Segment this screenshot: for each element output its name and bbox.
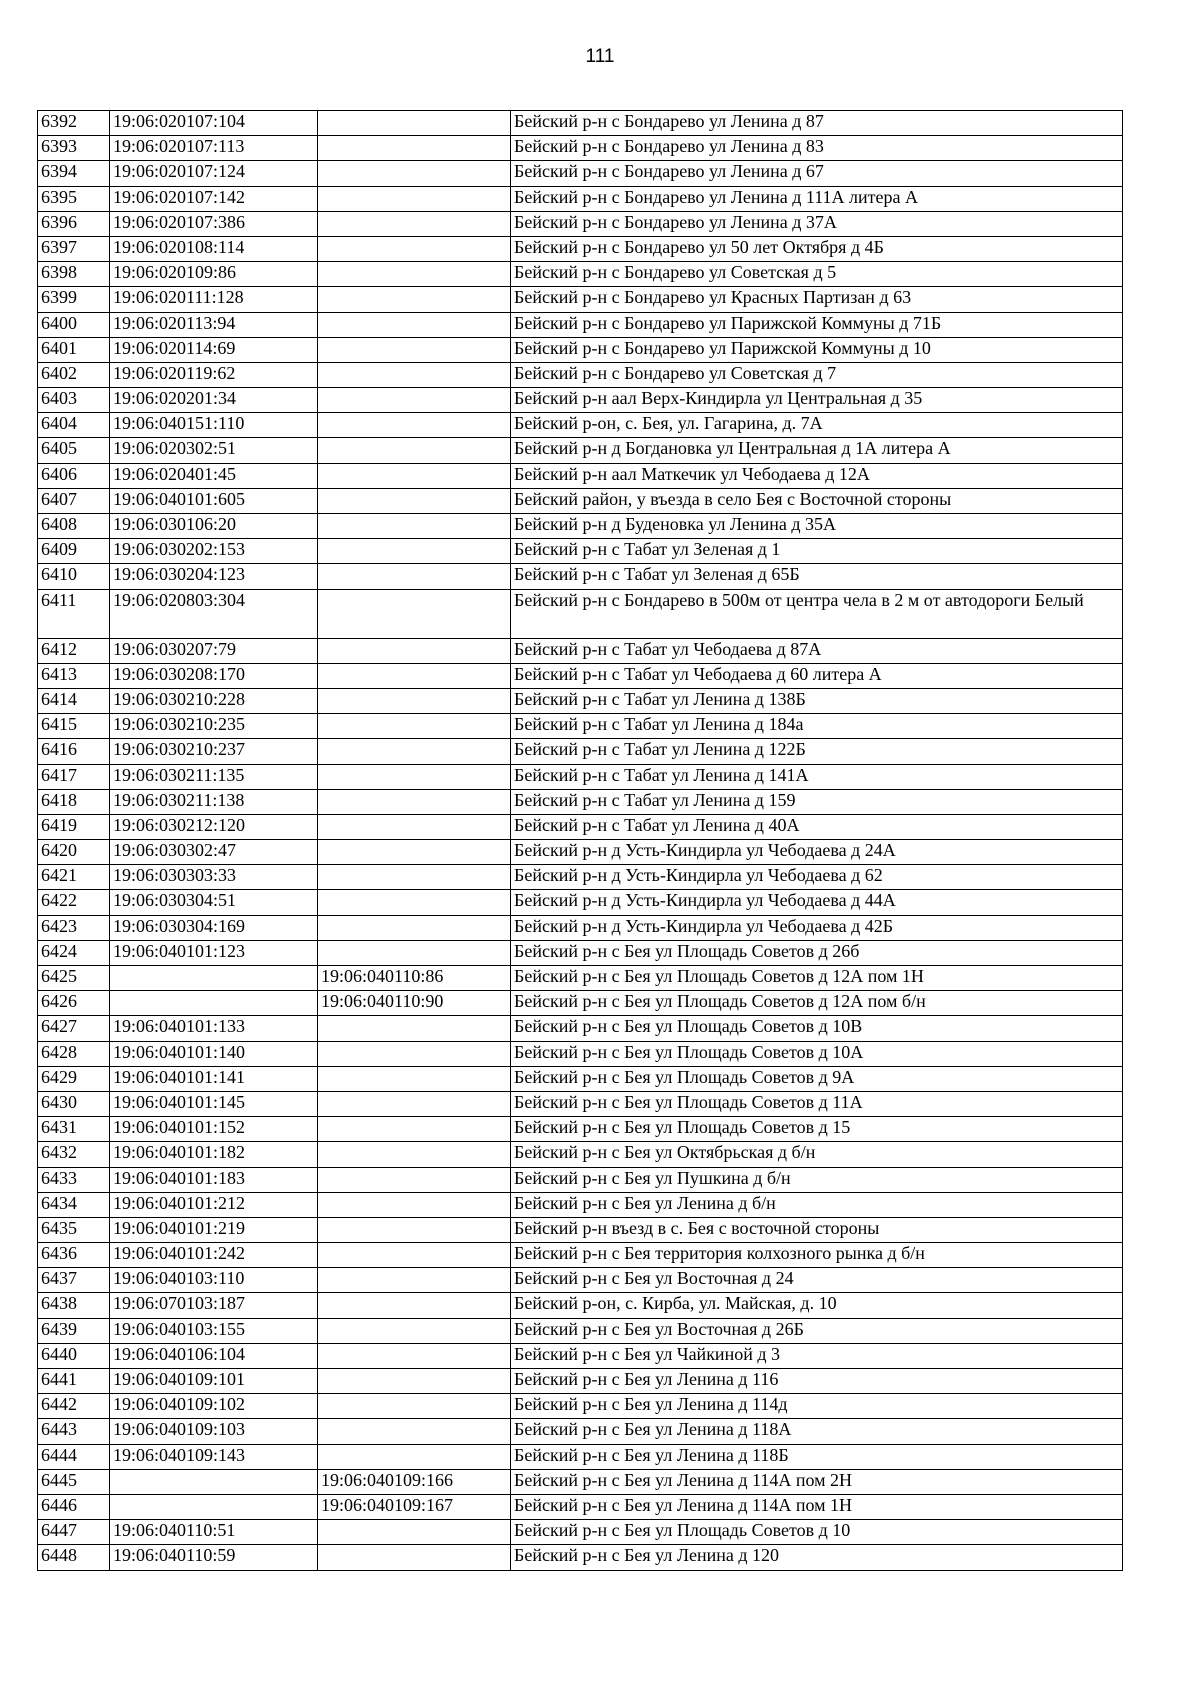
premises-cadastral-number-cell <box>318 1091 511 1116</box>
cadastral-number-cell: 19:06:030210:235 <box>110 714 318 739</box>
table-row <box>38 1268 1123 1293</box>
cadastral-number-cell: 19:06:030304:51 <box>110 890 318 915</box>
row-number-cell: 6394 <box>38 161 110 186</box>
table-row <box>38 236 1123 261</box>
table-row <box>38 1217 1123 1242</box>
premises-cadastral-number-cell <box>318 211 511 236</box>
table-row <box>38 1394 1123 1419</box>
table-row <box>38 890 1123 915</box>
premises-cadastral-number-cell <box>318 1293 511 1318</box>
table-row <box>38 1091 1123 1116</box>
table-row <box>38 1419 1123 1444</box>
address-cell: Бейский р-н с Табат ул Зеленая д 1 <box>511 539 1123 564</box>
cadastral-number-cell: 19:06:030204:123 <box>110 564 318 589</box>
table-row <box>38 688 1123 713</box>
row-number-cell: 6418 <box>38 789 110 814</box>
address-cell: Бейский р-н с Бондарево ул Ленина д 67 <box>511 161 1123 186</box>
table-row <box>38 1117 1123 1142</box>
address-cell: Бейский р-н д Буденовка ул Ленина д 35А <box>511 514 1123 539</box>
address-cell: Бейский р-н въезд в с. Бея с восточной стороны <box>511 1217 1123 1242</box>
cadastral-number-cell: 19:06:040106:104 <box>110 1343 318 1368</box>
table-row <box>38 638 1123 663</box>
table-row <box>38 915 1123 940</box>
table-row <box>38 514 1123 539</box>
table-row <box>38 991 1123 1016</box>
cadastral-number-cell: 19:06:040103:110 <box>110 1268 318 1293</box>
cadastral-number-cell: 19:06:020114:69 <box>110 337 318 362</box>
cadastral-number-cell: 19:06:030106:20 <box>110 514 318 539</box>
table-row <box>38 764 1123 789</box>
address-cell: Бейский р-н с Бея ул Площадь Советов д 12А пом 1Н <box>511 966 1123 991</box>
cadastral-number-cell: 19:06:040101:145 <box>110 1091 318 1116</box>
cadastral-number-cell: 19:06:040103:155 <box>110 1318 318 1343</box>
row-number-cell: 6410 <box>38 564 110 589</box>
cadastral-number-cell: 19:06:020119:62 <box>110 362 318 387</box>
table-row <box>38 161 1123 186</box>
row-number-cell: 6443 <box>38 1419 110 1444</box>
table-row <box>38 714 1123 739</box>
cadastral-number-cell: 19:06:040101:605 <box>110 488 318 513</box>
table-row <box>38 1494 1123 1519</box>
row-number-cell: 6419 <box>38 814 110 839</box>
address-cell: Бейский р-н с Бондарево ул Парижской Коммуны д 71Б <box>511 312 1123 337</box>
premises-cadastral-number-cell <box>318 287 511 312</box>
premises-cadastral-number-cell <box>318 111 511 136</box>
cadastral-number-cell: 19:06:020107:142 <box>110 186 318 211</box>
row-number-cell: 6442 <box>38 1394 110 1419</box>
address-cell: Бейский р-н с Бондарево ул Парижской Коммуны д 10 <box>511 337 1123 362</box>
address-cell: Бейский р-н с Бея ул Площадь Советов д 9А <box>511 1066 1123 1091</box>
premises-cadastral-number-cell <box>318 1142 511 1167</box>
address-cell: Бейский р-н с Бея ул Чайкиной д 3 <box>511 1343 1123 1368</box>
address-cell: Бейский р-н аал Маткечик ул Чебодаева д 12А <box>511 463 1123 488</box>
row-number-cell: 6411 <box>38 589 110 638</box>
address-cell: Бейский р-н с Бея ул Площадь Советов д 10 <box>511 1520 1123 1545</box>
cadastral-number-cell: 19:06:020401:45 <box>110 463 318 488</box>
table-row <box>38 438 1123 463</box>
address-cell: Бейский р-н с Табат ул Ленина д 138Б <box>511 688 1123 713</box>
table-row <box>38 663 1123 688</box>
cadastral-number-cell: 19:06:040109:143 <box>110 1444 318 1469</box>
premises-cadastral-number-cell <box>318 539 511 564</box>
premises-cadastral-number-cell <box>318 638 511 663</box>
table-row <box>38 1545 1123 1570</box>
address-cell: Бейский р-н с Бея ул Площадь Советов д 26б <box>511 940 1123 965</box>
row-number-cell: 6416 <box>38 739 110 764</box>
address-cell: Бейский р-н д Богдановка ул Центральная д 1А литера А <box>511 438 1123 463</box>
premises-cadastral-number-cell <box>318 1394 511 1419</box>
row-number-cell: 6441 <box>38 1369 110 1394</box>
cadastral-number-cell: 19:06:040109:103 <box>110 1419 318 1444</box>
address-cell: Бейский р-н с Бея ул Ленина д 114д <box>511 1394 1123 1419</box>
premises-cadastral-number-cell <box>318 488 511 513</box>
cadastral-number-cell: 19:06:040101:182 <box>110 1142 318 1167</box>
premises-cadastral-number-cell <box>318 1243 511 1268</box>
premises-cadastral-number-cell <box>318 1343 511 1368</box>
premises-cadastral-number-cell <box>318 663 511 688</box>
row-number-cell: 6405 <box>38 438 110 463</box>
cadastral-number-cell: 19:06:020803:304 <box>110 589 318 638</box>
cadastral-number-cell: 19:06:030304:169 <box>110 915 318 940</box>
page-number: 111 <box>585 46 615 67</box>
premises-cadastral-number-cell <box>318 1369 511 1394</box>
cadastral-number-cell: 19:06:040101:141 <box>110 1066 318 1091</box>
row-number-cell: 6406 <box>38 463 110 488</box>
row-number-cell: 6404 <box>38 413 110 438</box>
table-row <box>38 337 1123 362</box>
table-row <box>38 1192 1123 1217</box>
cadastral-number-cell <box>110 991 318 1016</box>
table-row <box>38 262 1123 287</box>
address-cell: Бейский р-н с Табат ул Ленина д 184а <box>511 714 1123 739</box>
address-cell: Бейский р-н с Бея ул Площадь Советов д 11А <box>511 1091 1123 1116</box>
cadastral-number-cell: 19:06:040101:183 <box>110 1167 318 1192</box>
row-number-cell: 6444 <box>38 1444 110 1469</box>
address-cell: Бейский р-н с Бея территория колхозного рынка д б/н <box>511 1243 1123 1268</box>
row-number-cell: 6423 <box>38 915 110 940</box>
table-row <box>38 136 1123 161</box>
cadastral-number-cell: 19:06:030208:170 <box>110 663 318 688</box>
table-row <box>38 1041 1123 1066</box>
row-number-cell: 6412 <box>38 638 110 663</box>
address-cell: Бейский р-н с Бея ул Ленина д 118Б <box>511 1444 1123 1469</box>
cadastral-number-cell: 19:06:020107:113 <box>110 136 318 161</box>
row-number-cell: 6396 <box>38 211 110 236</box>
cadastral-number-cell: 19:06:040110:59 <box>110 1545 318 1570</box>
row-number-cell: 6415 <box>38 714 110 739</box>
row-number-cell: 6397 <box>38 236 110 261</box>
address-cell: Бейский р-н с Бондарево ул Ленина д 83 <box>511 136 1123 161</box>
table-row <box>38 1016 1123 1041</box>
premises-cadastral-number-cell <box>318 1117 511 1142</box>
premises-cadastral-number-cell <box>318 589 511 638</box>
premises-cadastral-number-cell <box>318 1268 511 1293</box>
cadastral-number-cell: 19:06:040101:219 <box>110 1217 318 1242</box>
row-number-cell: 6398 <box>38 262 110 287</box>
address-cell: Бейский р-н д Усть-Киндирла ул Чебодаева д 42Б <box>511 915 1123 940</box>
table-row <box>38 1318 1123 1343</box>
premises-cadastral-number-cell <box>318 388 511 413</box>
premises-cadastral-number-cell: 19:06:040110:86 <box>318 966 511 991</box>
address-cell: Бейский р-н с Бондарево в 500м от центра чела в 2 м от автодороги Белый <box>511 589 1123 638</box>
table-row <box>38 388 1123 413</box>
row-number-cell: 6439 <box>38 1318 110 1343</box>
row-number-cell: 6435 <box>38 1217 110 1242</box>
table-row <box>38 312 1123 337</box>
address-cell: Бейский р-н с Бондарево ул Ленина д 37А <box>511 211 1123 236</box>
table-row <box>38 1066 1123 1091</box>
address-cell: Бейский р-н с Бондарево ул Ленина д 87 <box>511 111 1123 136</box>
table-row <box>38 186 1123 211</box>
row-number-cell: 6440 <box>38 1343 110 1368</box>
row-number-cell: 6427 <box>38 1016 110 1041</box>
table-row <box>38 564 1123 589</box>
row-number-cell: 6403 <box>38 388 110 413</box>
table-row <box>38 413 1123 438</box>
premises-cadastral-number-cell <box>318 688 511 713</box>
row-number-cell: 6434 <box>38 1192 110 1217</box>
table-row <box>38 1444 1123 1469</box>
row-number-cell: 6424 <box>38 940 110 965</box>
cadastral-number-cell: 19:06:020113:94 <box>110 312 318 337</box>
address-cell: Бейский р-н с Бея ул Площадь Советов д 15 <box>511 1117 1123 1142</box>
premises-cadastral-number-cell <box>318 514 511 539</box>
cadastral-number-cell: 19:06:040109:102 <box>110 1394 318 1419</box>
row-number-cell: 6445 <box>38 1469 110 1494</box>
cadastral-number-cell <box>110 1494 318 1519</box>
cadastral-number-cell: 19:06:040101:140 <box>110 1041 318 1066</box>
row-number-cell: 6413 <box>38 663 110 688</box>
row-number-cell: 6407 <box>38 488 110 513</box>
table-row <box>38 1520 1123 1545</box>
address-cell: Бейский р-н с Бея ул Ленина д б/н <box>511 1192 1123 1217</box>
cadastral-number-cell: 19:06:030303:33 <box>110 865 318 890</box>
premises-cadastral-number-cell <box>318 714 511 739</box>
cadastral-number-cell: 19:06:030202:153 <box>110 539 318 564</box>
row-number-cell: 6438 <box>38 1293 110 1318</box>
address-cell: Бейский р-н с Бея ул Площадь Советов д 10В <box>511 1016 1123 1041</box>
address-cell: Бейский р-он, с. Кирба, ул. Майская, д. 10 <box>511 1293 1123 1318</box>
cadastral-number-cell: 19:06:030210:228 <box>110 688 318 713</box>
address-cell: Бейский р-он, с. Бея, ул. Гагарина, д. 7А <box>511 413 1123 438</box>
cadastral-number-cell: 19:06:030212:120 <box>110 814 318 839</box>
address-cell: Бейский р-н с Бея ул Ленина д 118А <box>511 1419 1123 1444</box>
premises-cadastral-number-cell <box>318 337 511 362</box>
premises-cadastral-number-cell <box>318 814 511 839</box>
address-cell: Бейский р-н с Бея ул Ленина д 114А пом 1Н <box>511 1494 1123 1519</box>
premises-cadastral-number-cell <box>318 236 511 261</box>
table-row <box>38 1142 1123 1167</box>
row-number-cell: 6431 <box>38 1117 110 1142</box>
cadastral-number-cell: 19:06:040101:133 <box>110 1016 318 1041</box>
address-cell: Бейский р-н с Табат ул Чебодаева д 87А <box>511 638 1123 663</box>
address-cell: Бейский р-н с Бея ул Ленина д 120 <box>511 1545 1123 1570</box>
cadastral-number-cell <box>110 966 318 991</box>
premises-cadastral-number-cell <box>318 1167 511 1192</box>
cadastral-number-cell: 19:06:020109:86 <box>110 262 318 287</box>
premises-cadastral-number-cell <box>318 865 511 890</box>
address-cell: Бейский р-н с Бондарево ул Ленина д 111А литера А <box>511 186 1123 211</box>
table-row <box>38 287 1123 312</box>
address-cell: Бейский р-н с Табат ул Зеленая д 65Б <box>511 564 1123 589</box>
cadastral-number-cell: 19:06:020302:51 <box>110 438 318 463</box>
table-row <box>38 814 1123 839</box>
premises-cadastral-number-cell <box>318 1318 511 1343</box>
premises-cadastral-number-cell <box>318 1419 511 1444</box>
table-row <box>38 211 1123 236</box>
table-row <box>38 865 1123 890</box>
row-number-cell: 6392 <box>38 111 110 136</box>
registry-table-body <box>38 111 1123 1571</box>
table-row <box>38 1243 1123 1268</box>
row-number-cell: 6421 <box>38 865 110 890</box>
premises-cadastral-number-cell <box>318 789 511 814</box>
premises-cadastral-number-cell <box>318 940 511 965</box>
row-number-cell: 6400 <box>38 312 110 337</box>
table-row <box>38 463 1123 488</box>
address-cell: Бейский р-н с Табат ул Ленина д 141А <box>511 764 1123 789</box>
address-cell: Бейский р-н с Бондарево ул Советская д 5 <box>511 262 1123 287</box>
premises-cadastral-number-cell <box>318 840 511 865</box>
row-number-cell: 6428 <box>38 1041 110 1066</box>
address-cell: Бейский р-н с Бея ул Пушкина д б/н <box>511 1167 1123 1192</box>
cadastral-number-cell: 19:06:040101:123 <box>110 940 318 965</box>
cadastral-number-cell: 19:06:030211:135 <box>110 764 318 789</box>
table-row <box>38 940 1123 965</box>
row-number-cell: 6414 <box>38 688 110 713</box>
cadastral-number-cell: 19:06:020107:104 <box>110 111 318 136</box>
cadastral-number-cell: 19:06:020201:34 <box>110 388 318 413</box>
row-number-cell: 6429 <box>38 1066 110 1091</box>
table-row <box>38 488 1123 513</box>
address-cell: Бейский р-н с Табат ул Ленина д 159 <box>511 789 1123 814</box>
address-cell: Бейский р-н с Бея ул Площадь Советов д 12А пом б/н <box>511 991 1123 1016</box>
address-cell: Бейский р-н с Бондарево ул 50 лет Октября д 4Б <box>511 236 1123 261</box>
table-row <box>38 840 1123 865</box>
cadastral-number-cell: 19:06:040101:212 <box>110 1192 318 1217</box>
address-cell: Бейский р-н с Бондарево ул Красных Партизан д 63 <box>511 287 1123 312</box>
table-row <box>38 1293 1123 1318</box>
address-cell: Бейский р-н д Усть-Киндирла ул Чебодаева д 62 <box>511 865 1123 890</box>
row-number-cell: 6402 <box>38 362 110 387</box>
cadastral-number-cell: 19:06:030302:47 <box>110 840 318 865</box>
row-number-cell: 6393 <box>38 136 110 161</box>
premises-cadastral-number-cell <box>318 764 511 789</box>
premises-cadastral-number-cell <box>318 362 511 387</box>
premises-cadastral-number-cell <box>318 161 511 186</box>
cadastral-number-cell: 19:06:030207:79 <box>110 638 318 663</box>
premises-cadastral-number-cell <box>318 413 511 438</box>
row-number-cell: 6420 <box>38 840 110 865</box>
cadastral-number-cell: 19:06:040101:152 <box>110 1117 318 1142</box>
cadastral-number-cell <box>110 1469 318 1494</box>
address-cell: Бейский р-н с Табат ул Чебодаева д 60 литера А <box>511 663 1123 688</box>
premises-cadastral-number-cell <box>318 1041 511 1066</box>
row-number-cell: 6395 <box>38 186 110 211</box>
address-cell: Бейский р-н с Табат ул Ленина д 122Б <box>511 739 1123 764</box>
cadastral-number-cell: 19:06:040101:242 <box>110 1243 318 1268</box>
table-row <box>38 1343 1123 1368</box>
premises-cadastral-number-cell <box>318 438 511 463</box>
address-cell: Бейский р-н с Бея ул Площадь Советов д 10А <box>511 1041 1123 1066</box>
address-cell: Бейский р-н д Усть-Киндирла ул Чебодаева д 44А <box>511 890 1123 915</box>
table-row <box>38 362 1123 387</box>
row-number-cell: 6446 <box>38 1494 110 1519</box>
row-number-cell: 6417 <box>38 764 110 789</box>
row-number-cell: 6430 <box>38 1091 110 1116</box>
cadastral-number-cell: 19:06:020107:386 <box>110 211 318 236</box>
cadastral-number-cell: 19:06:070103:187 <box>110 1293 318 1318</box>
premises-cadastral-number-cell <box>318 262 511 287</box>
cadastral-number-cell: 19:06:030210:237 <box>110 739 318 764</box>
premises-cadastral-number-cell <box>318 1217 511 1242</box>
table-row <box>38 789 1123 814</box>
address-cell: Бейский р-н с Бея ул Ленина д 114А пом 2Н <box>511 1469 1123 1494</box>
row-number-cell: 6408 <box>38 514 110 539</box>
address-cell: Бейский р-н с Бея ул Восточная д 24 <box>511 1268 1123 1293</box>
premises-cadastral-number-cell <box>318 463 511 488</box>
row-number-cell: 6399 <box>38 287 110 312</box>
address-cell: Бейский район, у въезда в село Бея с Восточной стороны <box>511 488 1123 513</box>
table-row <box>38 539 1123 564</box>
cadastral-number-cell: 19:06:030211:138 <box>110 789 318 814</box>
table-row <box>38 1469 1123 1494</box>
address-cell: Бейский р-н с Бея ул Ленина д 116 <box>511 1369 1123 1394</box>
table-row <box>38 111 1123 136</box>
cadastral-number-cell: 19:06:040151:110 <box>110 413 318 438</box>
table-row <box>38 1369 1123 1394</box>
address-cell: Бейский р-н с Бея ул Октябрьская д б/н <box>511 1142 1123 1167</box>
property-registry-table <box>37 110 1123 1571</box>
table-row <box>38 1167 1123 1192</box>
premises-cadastral-number-cell: 19:06:040109:167 <box>318 1494 511 1519</box>
address-cell: Бейский р-н аал Верх-Киндирла ул Центральная д 35 <box>511 388 1123 413</box>
premises-cadastral-number-cell <box>318 1066 511 1091</box>
premises-cadastral-number-cell <box>318 136 511 161</box>
address-cell: Бейский р-н д Усть-Киндирла ул Чебодаева д 24А <box>511 840 1123 865</box>
cadastral-number-cell: 19:06:020111:128 <box>110 287 318 312</box>
premises-cadastral-number-cell <box>318 1192 511 1217</box>
premises-cadastral-number-cell <box>318 1444 511 1469</box>
address-cell: Бейский р-н с Бондарево ул Советская д 7 <box>511 362 1123 387</box>
table-row <box>38 739 1123 764</box>
premises-cadastral-number-cell <box>318 1545 511 1570</box>
premises-cadastral-number-cell: 19:06:040109:166 <box>318 1469 511 1494</box>
row-number-cell: 6422 <box>38 890 110 915</box>
row-number-cell: 6426 <box>38 991 110 1016</box>
table-row <box>38 966 1123 991</box>
premises-cadastral-number-cell <box>318 915 511 940</box>
table-row <box>38 589 1123 638</box>
row-number-cell: 6432 <box>38 1142 110 1167</box>
premises-cadastral-number-cell <box>318 564 511 589</box>
cadastral-number-cell: 19:06:020107:124 <box>110 161 318 186</box>
row-number-cell: 6409 <box>38 539 110 564</box>
premises-cadastral-number-cell: 19:06:040110:90 <box>318 991 511 1016</box>
address-cell: Бейский р-н с Табат ул Ленина д 40А <box>511 814 1123 839</box>
row-number-cell: 6447 <box>38 1520 110 1545</box>
premises-cadastral-number-cell <box>318 312 511 337</box>
row-number-cell: 6433 <box>38 1167 110 1192</box>
row-number-cell: 6448 <box>38 1545 110 1570</box>
address-cell: Бейский р-н с Бея ул Восточная д 26Б <box>511 1318 1123 1343</box>
row-number-cell: 6436 <box>38 1243 110 1268</box>
row-number-cell: 6437 <box>38 1268 110 1293</box>
cadastral-number-cell: 19:06:020108:114 <box>110 236 318 261</box>
premises-cadastral-number-cell <box>318 1520 511 1545</box>
row-number-cell: 6401 <box>38 337 110 362</box>
premises-cadastral-number-cell <box>318 1016 511 1041</box>
cadastral-number-cell: 19:06:040109:101 <box>110 1369 318 1394</box>
cadastral-number-cell: 19:06:040110:51 <box>110 1520 318 1545</box>
premises-cadastral-number-cell <box>318 186 511 211</box>
row-number-cell: 6425 <box>38 966 110 991</box>
premises-cadastral-number-cell <box>318 739 511 764</box>
premises-cadastral-number-cell <box>318 890 511 915</box>
